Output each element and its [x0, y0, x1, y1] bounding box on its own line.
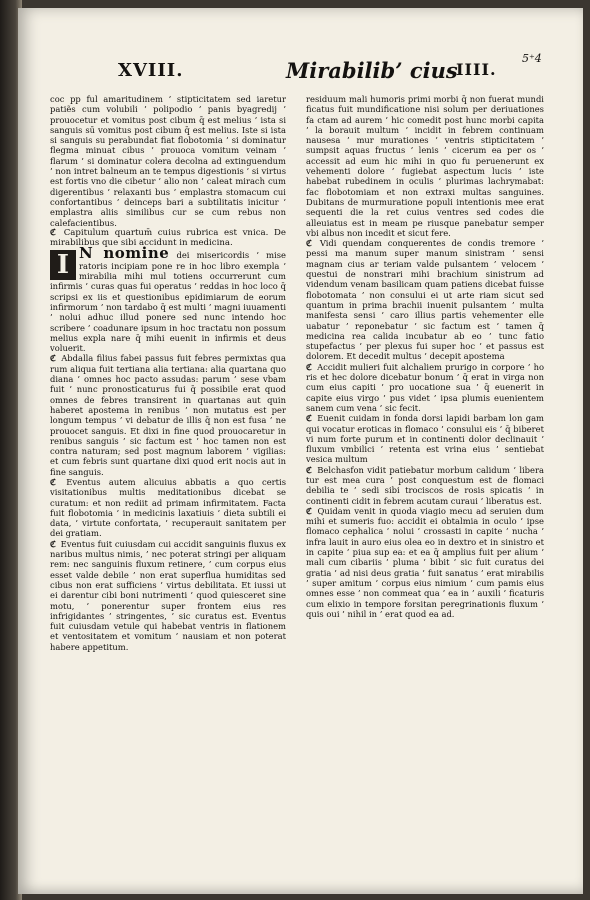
running-head-right: IIII. — [456, 60, 497, 79]
paragraph-mark-icon: ℭ — [306, 361, 312, 372]
incipit-paragraph — [50, 244, 286, 354]
opening-lines: residuum mali humoris primi morbi q̄ non fuerat mundi ficatus fuit mundificatione nisi solum per deriuationes fa ctam ad aurem ’ hic comedit post hunc morbi capita ’ la borauit multum ’ incidit in febrem continuam nausesa ’ mur murationes ’ ventris stipticitatem ’ sumpsit aquas fructus ’ lenis ’ cicerum ea per os ’ accessit ad eum hic mihi in quo fu peruenerunt ex vehementi dolore ’ fugiebat aspectum lucis ’ iste habebat rubedinem in oculis ’ plurimas lachrymabat: fac flobotomiam et non extraxi multas sanguines. Dubitans de murmuratione populi intentionis mee erat sequenti die la ret cuius ventres sed codes die alleuiatus est in meam pe riusque panebatur semper vbi albus non incedit et sicut fere. — [306, 94, 544, 238]
right-text-column — [306, 94, 544, 884]
paragraph — [50, 353, 286, 477]
paragraph — [306, 362, 544, 413]
incipit-text: dei misericordis ’ mise ratoris incipiam pone re in hoc libro exempla ’ mirabilia mihi mul totiens occurrerunt cum infirmis ’ curas quas fui operatus ’ reddas in hoc loco q̄ scripsi ex iis et questionibus epidimiarum de eorum infirmorum ’ non tardabo q̄ est multi ’ magni iuuamenti ’ nolui adhuc illud ponere sed nunc intendo hoc scribere ’ coadunare ipsum in hoc tractatu non possum melius expla nare q̄ mihi euenit in infirmis et deus voluerit. — [50, 250, 286, 354]
paragraph-mark-icon: ℭ — [306, 505, 312, 516]
paragraph — [306, 238, 544, 362]
paragraph-text: Eventus autem alicuius abbatis a quo certis visitationibus multis meditationibus dicebat se curatum: et non rediit ad primam infirmitatem. Facta fuit flobotomia ’ in medicinis laxatiuis ’ dieta subtili ei data, ’ virtute confortata, ’ recuperauit sanitatem per dei gratiam. — [50, 476, 286, 539]
running-head — [18, 52, 583, 88]
paragraph-text: Belchasfon vidit patiebatur morbum calidum ’ libera tur est mea cura ’ post conquestum est de flomaci debilia te ’ sedi sibi trociscos de rosis spicatis ’ in continenti cidit in febrem acutam curaui ’ liberatus est. — [306, 464, 544, 506]
paragraph-mark-icon: ℭ — [50, 538, 56, 549]
paragraph-text: Eventus fuit cuiusdam cui accidit sanguinis fluxus ex naribus multus nimis, ’ nec poterat stringi per aliquam rem: nec sanguinis fluxum retinere, ’ cum corpus eius esset valde debile ’ non erat superflua humiditas sed cibus non erat sufficiens ’ virtus debilitata. Et iussi ut ei darentur cibi boni nutrimenti ’ quod quiesceret sine motu, ’ ponerentur super frontem eius res infrigidantes ’ stringentes, ’ sic curatus est. Eventus fuit cuiusdam vetule qui habebat ventris in flationem et ventositatem et vomitum ’ nausiam et non poterat habere appetitum. — [50, 538, 286, 652]
folio-number: 5⁺4 — [522, 52, 542, 65]
paragraph-text: Accidit mulieri fuit alchaliem prurigo in corpore ’ ho ris et hec dolore dicebatur bonum ’ q̄ erat in virga non cum eius capiti ’ pro uocatione sua ’ q̄ euenerit in capite eius virgo ’ pus videt ’ ipsa plumis euenientem sanem cum vena ’ sic fecit. — [306, 361, 544, 413]
paragraph — [306, 413, 544, 464]
paragraph-mark-icon: ℭ — [306, 238, 312, 249]
paragraph — [50, 477, 286, 539]
paragraph — [50, 539, 286, 652]
paragraph-mark-icon: ℭ — [50, 476, 56, 487]
paragraph — [306, 465, 544, 506]
paragraph-mark-icon: ℭ — [306, 413, 312, 424]
chapter-heading-text: Capitulum quartum̄ cuius rubrica est vnica. De mirabilibus que sibi accidunt in medicina. — [50, 227, 286, 249]
paragraph-text: Vidi quendam conquerentes de condis tremore ’ pessi ma manum super manum sinistram ’ sensi magnam cius ar teriam valde pulsantem ’ velocem ’ questui de nonstrari mihi brachium sinistrum ad videndum venam basilicam quam patiens dicebat fuisse flobotomata ’ non consului ei ut arte riam sicut sed quantum in prima brachii inuenit pulsantem ’ multa manifesta sensi ’ caro illius partis vehementer elle uabatur ’ reponebatur ’ sic factum est ’ tamen q̄ medicina rea calida incubatur ab eo ’ tunc fatio stupefactus ’ per plexus fui super hoc ’ et passus est dolorem. Et decedit multus ’ decepit apostema — [306, 238, 544, 362]
paragraph-text: Quidam venit in quoda viagio mecu ad seruien dum mihi et sumeris fuo: accidit ei obtalmia in oculo ’ ipse flomaco cephalica ’ nolui ’ crossasti in capite ’ nucha ’ infra lauit in auro eius olea eo in dextro et in sinistro et in capite ’ piua sup ea: et ea q̄ amplius fuit per alium ’ mali cum cibariis ’ pluma ’ bibit ’ sic fuit curatus dei gratia ’ ad nisi deus gratia ’ fuit sanatus ’ erat mirabilis ’ super amitum ’ corpus eius nimium ’ cum pamis eius omnes esse ’ non commeat qua ’ ea in ’ auxili ’ ficaturis cum elixio in tempore forsitan peregrinationis fluxum ’ quis oui ’ nihil in ’ erat quod ea ad. — [306, 505, 544, 619]
paragraph-text: Euenit cuidam in fonda dorsi lapidi barbam lon gam qui vocatur eroticas in flomaco ’ consului eis ’ q̄ biberet vi num forte purum et in continenti dolor declinauit ’ fluxum vmbilici ’ retenta est vrina eius ’ sentiebat vesica multum — [306, 413, 544, 465]
paragraph-mark-icon: ℭ — [50, 227, 57, 238]
left-text-column — [50, 94, 286, 884]
paragraph — [306, 506, 544, 619]
incipit-word: N nomine — [79, 244, 170, 263]
paragraph-text: Abdalla filius fabei passus fuit febres permixtas qua rum aliqua fuit tertiana alia tertiana: alia quartana quo diana ’ omnes hoc pacto assudas: parum ’ sese vbam fuit ’ nunc pronosticaturus fui q̄ possibile erat quod omnes de febres transirent in quartanas aut quin haberet apostema in renibus ’ non mutatus est per longum tempus ’ vi debatur de illis q̄ non est fusa ’ ne prouocet sanguis. Et dixi in fine quod prouocaretur in renibus sanguis ’ sic factum est ’ hoc tamen non est contra naturam; sed post magnum laborem ’ vigilias: et cum febris sunt quartane dixi quod erit nocis aut in fine sanguis. — [50, 353, 286, 477]
paragraph-mark-icon: ℭ — [306, 464, 312, 475]
running-head-left: XVIII. — [118, 60, 184, 81]
decorated-initial: I — [50, 250, 76, 280]
book-page — [18, 8, 583, 894]
running-head-title: Mirabilib’ cius — [286, 58, 458, 83]
opening-lines: coc pp ful amaritudinem ’ stipticitatem sed iaretur patiẽs cum volubili ’ polipodio ’ panis byagredij ’ prouocetur et vomitus post cibum q̄ est melius ’ ista si sanguis sū vomitus post cibum q̄ est melius. Iste si ista si sanguis su perabundat fiat flobotomia ’ si dominatur flegma minuat cibus ’ prouoca vomitum veinam ’ flarum ’ si dominatur colera decolna ad extinguendum ’ non intret balneum an te tempus digestionis ’ si virtus est fortis vno die cibetur ’ alio non ’ caleat mirach cum digerentibus ’ relaxanti bus ’ emplastra stomacum cui confortantibus ’ deinceps bari a subtilitatis inicitur ’ emplastra aliis similibus cur se cum rebus non calefacientibus. — [50, 94, 286, 228]
paragraph-mark-icon: ℭ — [50, 353, 56, 364]
